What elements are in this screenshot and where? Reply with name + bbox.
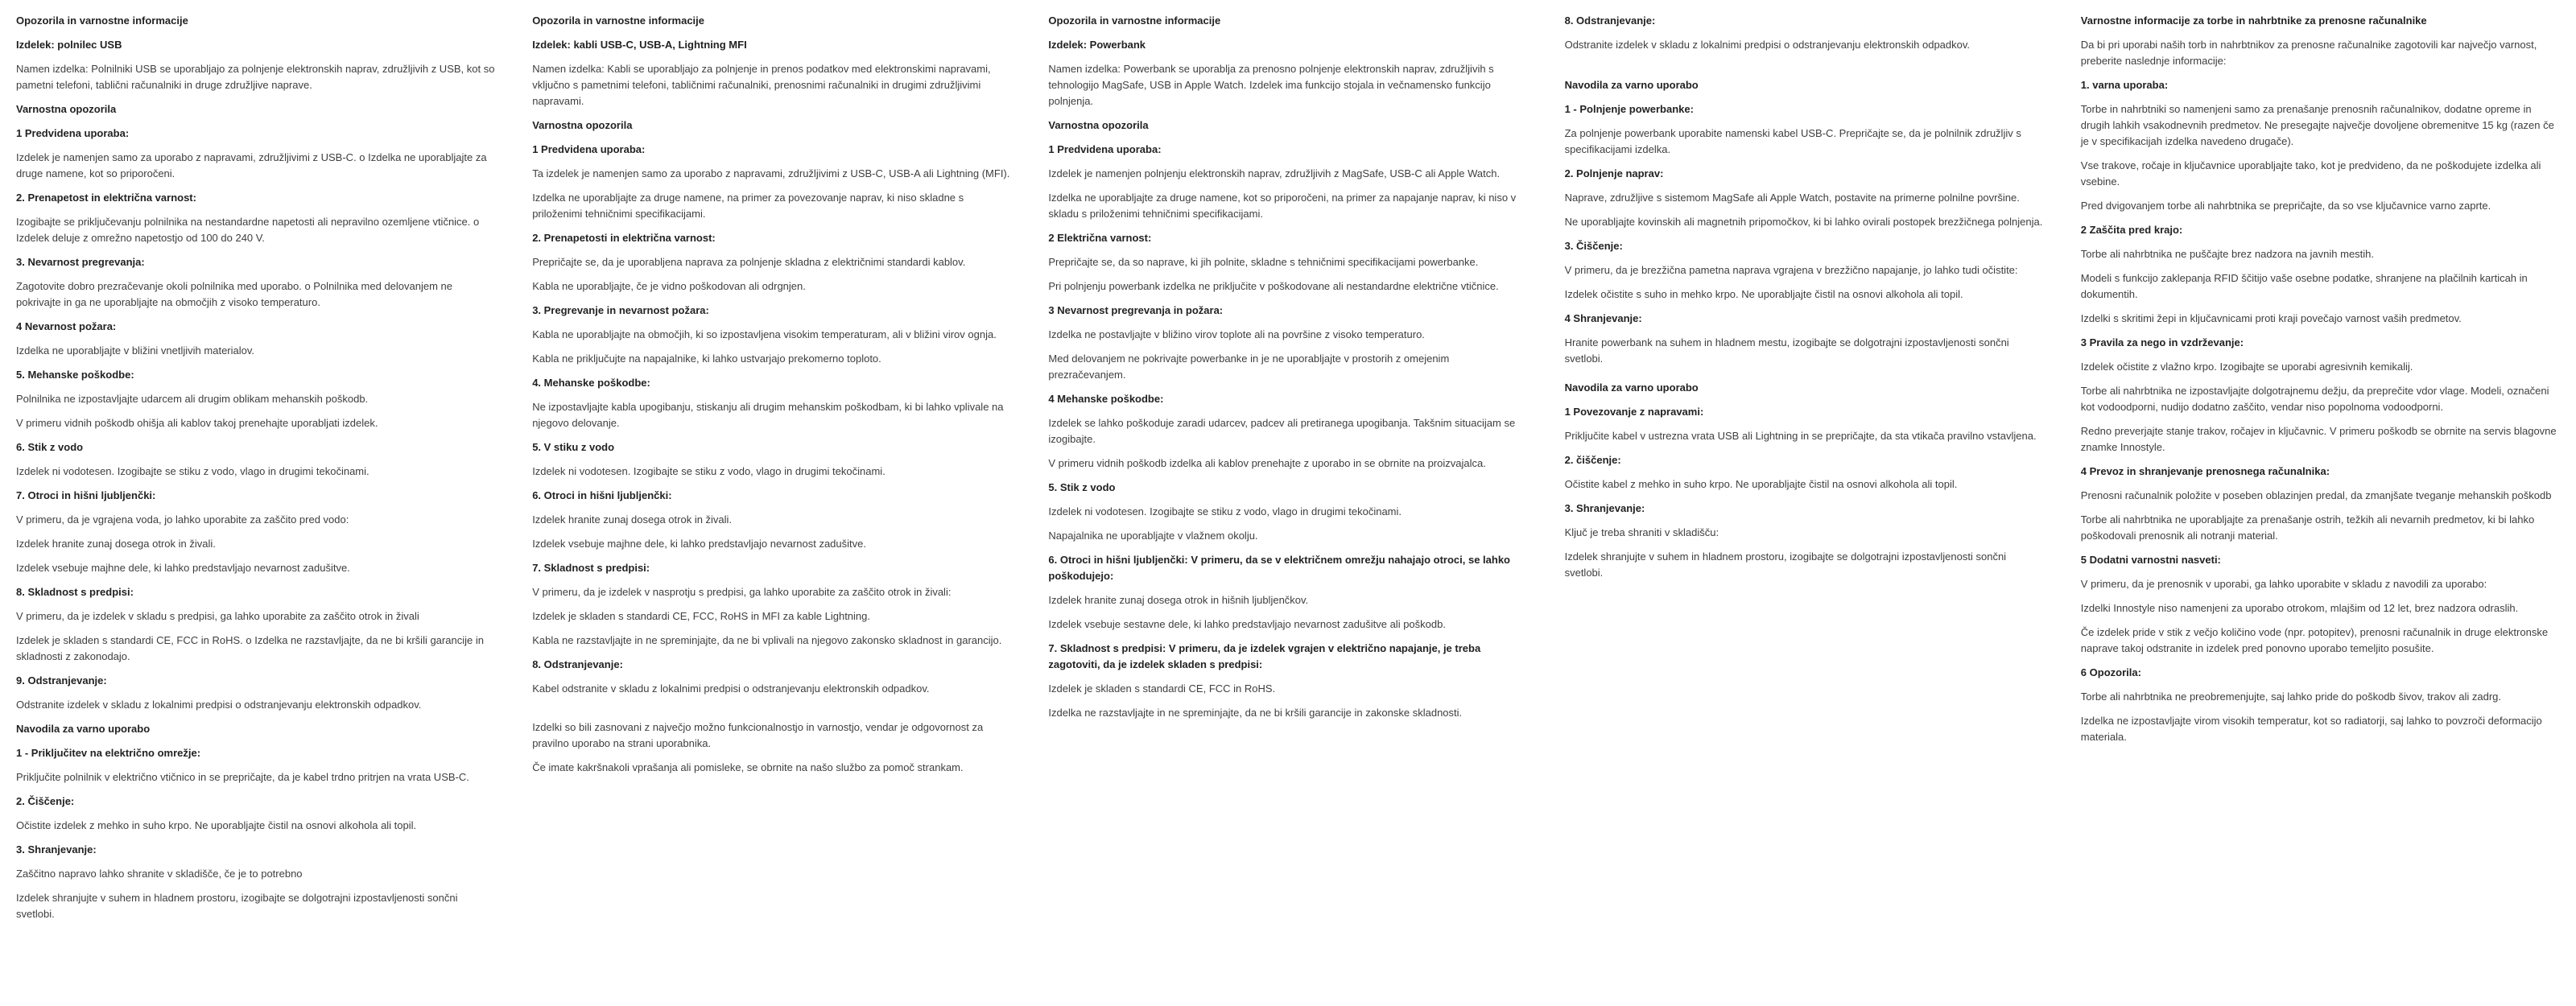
paragraph: Za polnjenje powerbank uporabite namenski kabel USB-C. Prepričajte se, da je polnilnik združljiv s specifikacijami izdelka. [1564,127,2021,155]
paragraph: Izdelek hranite zunaj dosega otrok in hišnih ljubljenčkov. [1048,594,1309,606]
paragraph: Hranite powerbank na suhem in hladnem mestu, izogibajte se dolgotrajni izpostavljenosti sončni svetlobi. [1564,336,2009,365]
paragraph: V primeru, da je vgrajena voda, jo lahko uporabite za zaščito pred vodo: [16,513,349,526]
paragraph: Vse trakove, ročaje in ključavnice uporabljajte tako, kot je predvideno, da ne poškodujete izdelka ali vsebine. [2080,159,2541,188]
section-heading: Varnostna opozorila [1048,119,1149,131]
paragraph: Izdelek hranite zunaj dosega otrok in živali. [16,538,216,550]
paragraph: Torbe ali nahrbtnika ne izpostavljajte dolgotrajnemu dežju, da preprečite vdor vlage. Modeli, označeni kot vodoodporni, nudijo dodatno zaščito, vendar niso popolnoma vodoodporni. [2080,385,2549,413]
paragraph: Očistite kabel z mehko in suho krpo. Ne uporabljajte čistil na osnovi alkohola ali topil. [1564,478,1958,490]
section-heading: 9. Odstranjevanje: [16,674,107,686]
section-heading: 2. Polnjenje naprav: [1564,167,1664,179]
paragraph: Ne izpostavljajte kabla upogibanju, stiskanju ali drugim mehanskim poškodbam, ki bi lahko vplivale na njegovo delovanje. [532,401,1004,429]
paragraph: Ta izdelek je namenjen samo za uporabo z napravami, združljivimi z USB-C, USB-A ali Lightning (MFI). [532,167,1010,179]
paragraph: V primeru, da je prenosnik v uporabi, ga lahko uporabite v skladu z navodili za uporabo: [2080,578,2487,590]
paragraph: V primeru vidnih poškodb izdelka ali kablov prenehajte z uporabo in se obrnite na proizvajalca. [1048,457,1486,469]
section-heading: 3. Čiščenje: [1564,240,1623,252]
section-heading: Navodila za varno uporabo [1564,79,1699,91]
paragraph: Naprave, združljive s sistemom MagSafe ali Apple Watch, postavite na primerne polnilne površine. [1564,192,2020,204]
paragraph: Kabla ne uporabljajte na območjih, ki so izpostavljena visokim temperaturam, ali v bližini virov ognja. [532,328,997,340]
paragraph: Izdelka ne uporabljajte za druge namene, kot so priporočeni, na primer za napajanje naprav, ki niso v skladu s priloženimi tehničnimi specifikacijami. [1048,192,1517,220]
text-column [2081,13,2560,753]
section-heading: 1 - Priključitev na električno omrežje: [16,747,201,759]
paragraph: Da bi pri uporabi naših torb in nahrbtnikov za prenosne računalnike zagotovili kar največjo varnost, preberite naslednje informacije: [2080,39,2537,67]
section-heading: 3 Nevarnost pregrevanja in požara: [1048,304,1224,316]
section-heading: 2. Čiščenje: [16,795,75,807]
paragraph: Kabel odstranite v skladu z lokalnimi predpisi o odstranjevanju elektronskih odpadkov. [532,682,930,695]
paragraph: Ne uporabljajte kovinskih ali magnetnih pripomočkov, ki bi lahko ovirali postopek brezžičnega polnjenja. [1564,216,2043,228]
section-heading: 4 Nevarnost požara: [16,320,117,332]
column-title: Opozorila in varnostne informacije [16,14,188,27]
paragraph: Pred dvigovanjem torbe ali nahrbtnika se prepričajte, da so vse ključavnice varno zaprte. [2080,200,2491,212]
section-heading: 1 Predvidena uporaba: [1048,143,1162,155]
paragraph: V primeru, da je brezžična pametna naprava vgrajena v brezžično napajanje, jo lahko tudi očistite: [1564,264,2018,276]
section-heading: 6. Otroci in hišni ljubljenčki: [532,489,672,501]
paragraph: Priključite polnilnik v električno vtičnico in se prepričajte, da je kabel trdno pritrjen na vrata USB-C. [16,771,469,783]
paragraph: Izdelek shranjujte v suhem in hladnem prostoru, izogibajte se dolgotrajni izpostavljenosti sončni svetlobi. [16,892,458,920]
section-heading: 7. Skladnost s predpisi: [532,562,650,574]
section-heading: 4 Prevoz in shranjevanje prenosnega računalnika: [2080,465,2330,477]
paragraph: Napajalnika ne uporabljajte v vlažnem okolju. [1048,530,1258,542]
section-heading: 6. Otroci in hišni ljubljenčki: V primeru, da se v električnem omrežju nahajajo otroci, se lahko poškodujejo: [1048,554,1511,582]
section-heading: 3. Shranjevanje: [1564,502,1645,514]
section-heading: 8. Odstranjevanje: [1564,14,1656,27]
paragraph: Očistite izdelek z mehko in suho krpo. Ne uporabljajte čistil na osnovi alkohola ali topil. [16,819,417,831]
paragraph: Če izdelek pride v stik z večjo količino vode (npr. potopitev), prenosni računalnik in druge elektronske naprave takoj odstranite in izdelek pred ponovno uporabo temeljito posušite. [2080,626,2549,654]
paragraph: Kabla ne uporabljajte, če je vidno poškodovan ali odrgnjen. [532,280,806,292]
section-heading: Varnostna opozorila [16,103,117,115]
paragraph: Zagotovite dobro prezračevanje okoli polnilnika med uporabo. o Polnilnika med delovanjem ne pokrivajte in ga ne uporabljajte na območjih z visoko temperaturo. [16,280,452,308]
section-heading: 1 Predvidena uporaba: [532,143,646,155]
paragraph: Izdelka ne uporabljajte za druge namene, na primer za povezovanje naprav, ki niso skladne s priloženimi tehničnimi specifikacijami. [532,192,964,220]
paragraph: Prenosni računalnik položite v poseben oblazinjen predal, da zmanjšate tveganje mehanskih poškodb [2080,489,2552,501]
section-heading: 2 Električna varnost: [1048,232,1152,244]
section-heading: 2 Zaščita pred krajo: [2080,224,2183,236]
text-column [1565,13,2044,589]
paragraph: Polnilnika ne izpostavljajte udarcem ali drugim oblikam mehanskih poškodb. [16,393,369,405]
paragraph: Redno preverjajte stanje trakov, ročajev in ključavnic. V primeru poškodb se obrnite na servis blagovne znamke Innostyle. [2080,425,2557,453]
paragraph: Izdelek ni vodotesen. Izogibajte se stiku z vodo, vlago in drugimi tekočinami. [532,465,886,477]
paragraph: Torbe in nahrbtniki so namenjeni samo za prenašanje prenosnih računalnikov, dodatne opreme in drugih lahkih vsakodnevnih predmetov. Ne presegajte največje dovoljene obremenitve 15 kg (razen če je v specifikacijah izdelka navedeno drugače). [2080,103,2554,147]
paragraph: Izdelki s skritimi žepi in ključavnicami proti kraji povečajo varnost vaših predmetov. [2080,312,2462,324]
section-heading: 5. Stik z vodo [1048,481,1116,493]
text-column [1048,13,1527,729]
section-heading: Navodila za varno uporabo [16,723,151,735]
paragraph: V primeru vidnih poškodb ohišja ali kablov takoj prenehajte uporabljati izdelek. [16,417,378,429]
paragraph: Izdelek je skladen s standardi CE, FCC, RoHS in MFI za kable Lightning. [532,610,870,622]
section-heading: 7. Otroci in hišni ljubljenčki: [16,489,156,501]
paragraph: Torbe ali nahrbtnika ne uporabljajte za prenašanje ostrih, težkih ali nevarnih predmetov, ki bi lahko poškodovali prenosnik ali notranji material. [2080,513,2535,542]
paragraph: Izdelka ne izpostavljajte virom visokih temperatur, kot so radiatorji, saj lahko to povzroči deformacijo materiala. [2080,715,2542,743]
paragraph: Modeli s funkcijo zaklepanja RFID ščitijo vaše osebne podatke, shranjene na plačilnih karticah in dokumentih. [2080,272,2528,300]
paragraph: Izdelka ne postavljajte v bližino virov toplote ali na površine z visoko temperaturo. [1048,328,1425,340]
section-heading: 8. Skladnost s predpisi: [16,586,134,598]
section-heading: Izdelek: kabli USB-C, USB-A, Lightning MFI [532,39,747,51]
section-heading: Izdelek: Powerbank [1048,39,1146,51]
section-heading: 6 Opozorila: [2080,666,2141,678]
paragraph: V primeru, da je izdelek v nasprotju s predpisi, ga lahko uporabite za zaščito otrok in živali: [532,586,952,598]
column-title: Opozorila in varnostne informacije [532,14,705,27]
section-heading: 5. V stiku z vodo [532,441,615,453]
section-heading: 4. Mehanske poškodbe: [532,377,650,389]
section-heading: 5. Mehanske poškodbe: [16,369,134,381]
section-heading: 4 Shranjevanje: [1564,312,1642,324]
column-title: Opozorila in varnostne informacije [1048,14,1221,27]
paragraph: Izdelek ni vodotesen. Izogibajte se stiku z vodo, vlago in drugimi tekočinami. [1048,505,1402,517]
paragraph: Kabla ne priključujte na napajalnike, ki lahko ustvarjajo prekomerno toploto. [532,353,881,365]
paragraph: Pri polnjenju powerbank izdelka ne priključite v poškodovane ali nestandardne električne vtičnice. [1048,280,1499,292]
paragraph: Prepričajte se, da je uporabljena naprava za polnjenje skladna z električnimi standardi kablov. [532,256,966,268]
column-title: Varnostne informacije za torbe in nahrbtnike za prenosne računalnike [2080,14,2427,27]
section-heading: 1. varna uporaba: [2080,79,2169,91]
paragraph: Izdelek ni vodotesen. Izogibajte se stiku z vodo, vlago in drugimi tekočinami. [16,465,369,477]
paragraph: Izdelek vsebuje sestavne dele, ki lahko predstavljajo nevarnost zadušitve ali poškodb. [1048,618,1446,630]
section-heading: 3. Nevarnost pregrevanja: [16,256,145,268]
paragraph: Ključ je treba shraniti v skladišču: [1564,526,1719,538]
section-heading: 3. Shranjevanje: [16,843,97,856]
paragraph: Izdelek shranjujte v suhem in hladnem prostoru, izogibajte se dolgotrajni izpostavljenosti sončni svetlobi. [1564,550,2007,579]
paragraph: Priključite kabel v ustrezna vrata USB ali Lightning in se prepričajte, da sta vtikača pravilno vstavljena. [1564,430,2037,442]
section-heading: 3. Pregrevanje in nevarnost požara: [532,304,709,316]
text-column [16,13,495,930]
paragraph: Zaščitno napravo lahko shranite v skladišče, če je to potrebno [16,868,303,880]
paragraph: Izdelek je skladen s standardi CE, FCC in RoHS. [1048,682,1276,695]
paragraph: Izdelek vsebuje majhne dele, ki lahko predstavljajo nevarnost zadušitve. [532,538,866,550]
section-heading: 2. Prenapetosti in električna varnost: [532,232,716,244]
section-heading: Navodila za varno uporabo [1564,381,1699,394]
paragraph: Izdelek je namenjen polnjenju elektronskih naprav, združljivih z MagSafe, USB-C ali Apple Watch. [1048,167,1501,179]
paragraph: Izdelek je namenjen samo za uporabo z napravami, združljivimi z USB-C. o Izdelka ne uporabljajte za druge namene, kot so priporočeni. [16,151,487,179]
section-heading: 1 Predvidena uporaba: [16,127,130,139]
paragraph: Izdelek vsebuje majhne dele, ki lahko predstavljajo nevarnost zadušitve. [16,562,350,574]
paragraph: V primeru, da je izdelek v skladu s predpisi, ga lahko uporabite za zaščito otrok in živali [16,610,419,622]
paragraph: Prepričajte se, da so naprave, ki jih polnite, skladne s tehničnimi specifikacijami powerbanke. [1048,256,1479,268]
section-heading: 8. Odstranjevanje: [532,658,623,670]
paragraph: Izdelki so bili zasnovani z največjo možno funkcionalnostjo in varnostjo, vendar je odgovornost za pravilno uporabo na strani uporabnika. [532,721,984,749]
paragraph: Izdelki Innostyle niso namenjeni za uporabo otrokom, mlajšim od 12 let, brez nadzora odraslih. [2080,602,2519,614]
section-heading: 4 Mehanske poškodbe: [1048,393,1164,405]
section-heading: Izdelek: polnilec USB [16,39,122,51]
paragraph: Izdelka ne razstavljajte in ne spreminjajte, da ne bi kršili garancije in zakonske skladnosti. [1048,707,1463,719]
paragraph: Torbe ali nahrbtnika ne puščajte brez nadzora na javnih mestih. [2080,248,2375,260]
text-column [532,13,1011,784]
paragraph: Kabla ne razstavljajte in ne spreminjajte, da ne bi vplivali na njegovo zakonsko skladnost in garancijo. [532,634,1002,646]
paragraph: Namen izdelka: Polnilniki USB se uporabljajo za polnjenje elektronskih naprav, združljivih z USB, kot so pametni telefoni, tablični računalniki in druge združljive naprave. [16,63,495,91]
paragraph: Namen izdelka: Kabli se uporabljajo za polnjenje in prenos podatkov med elektronskimi napravami, vključno s pametnimi telefoni, tabličnimi računalniki, prenosnimi računalniki in drugimi združljivimi napravami. [532,63,991,107]
section-heading: 2. čiščenje: [1564,454,1621,466]
paragraph: Izdelek se lahko poškoduje zaradi udarcev, padcev ali pretiranega upogibanja. Takšnim situacijam se izogibajte. [1048,417,1516,445]
paragraph: Izdelek očistite z vlažno krpo. Izogibajte se uporabi agresivnih kemikalij. [2080,361,2413,373]
section-heading: 3 Pravila za nego in vzdrževanje: [2080,336,2244,348]
paragraph: Če imate kakršnakoli vprašanja ali pomisleke, se obrnite na našo službo za pomoč strankam. [532,761,964,773]
paragraph: Odstranite izdelek v skladu z lokalnimi predpisi o odstranjevanju elektronskih odpadkov. [16,699,422,711]
section-heading: 2. Prenapetost in električna varnost: [16,192,196,204]
section-heading: 6. Stik z vodo [16,441,84,453]
paragraph: Izdelka ne uporabljajte v bližini vnetljivih materialov. [16,344,255,357]
section-heading: Varnostna opozorila [532,119,633,131]
section-heading: 5 Dodatni varnostni nasveti: [2080,554,2221,566]
paragraph: Torbe ali nahrbtnika ne preobremenjujte, saj lahko pride do poškodb šivov, trakov ali zadrg. [2080,691,2502,703]
section-heading: 7. Skladnost s predpisi: V primeru, da je izdelek vgrajen v električno napajanje, je treba zagotoviti, da je izdelek skladen s predpisi: [1048,642,1481,670]
section-heading: 1 - Polnjenje powerbanke: [1564,103,1694,115]
section-heading: 1 Povezovanje z napravami: [1564,406,1704,418]
paragraph: Namen izdelka: Powerbank se uporablja za prenosno polnjenje elektronskih naprav, združljivih s tehnologijo MagSafe, USB in Apple Watch. Izdelek ima funkcijo stojala in večnamensko funkcijo polnjenja. [1048,63,1494,107]
paragraph: Izdelek hranite zunaj dosega otrok in živali. [532,513,733,526]
paragraph: Med delovanjem ne pokrivajte powerbanke in je ne uporabljajte v prostorih z omejenim prezračevanjem. [1048,353,1450,381]
paragraph: Izdelek je skladen s standardi CE, FCC in RoHS. o Izdelka ne razstavljajte, da ne bi kršili garancije in skladnosti z zakonodajo. [16,634,484,662]
paragraph: Odstranite izdelek v skladu z lokalnimi predpisi o odstranjevanju elektronskih odpadkov. [1564,39,1971,51]
paragraph: Izdelek očistite s suho in mehko krpo. Ne uporabljajte čistil na osnovi alkohola ali topil. [1564,288,1963,300]
paragraph: Izogibajte se priključevanju polnilnika na nestandardne napetosti ali nepravilno ozemljene vtičnice. o Izdelek deluje z omrežno napetostjo od 100 do 240 V. [16,216,480,244]
